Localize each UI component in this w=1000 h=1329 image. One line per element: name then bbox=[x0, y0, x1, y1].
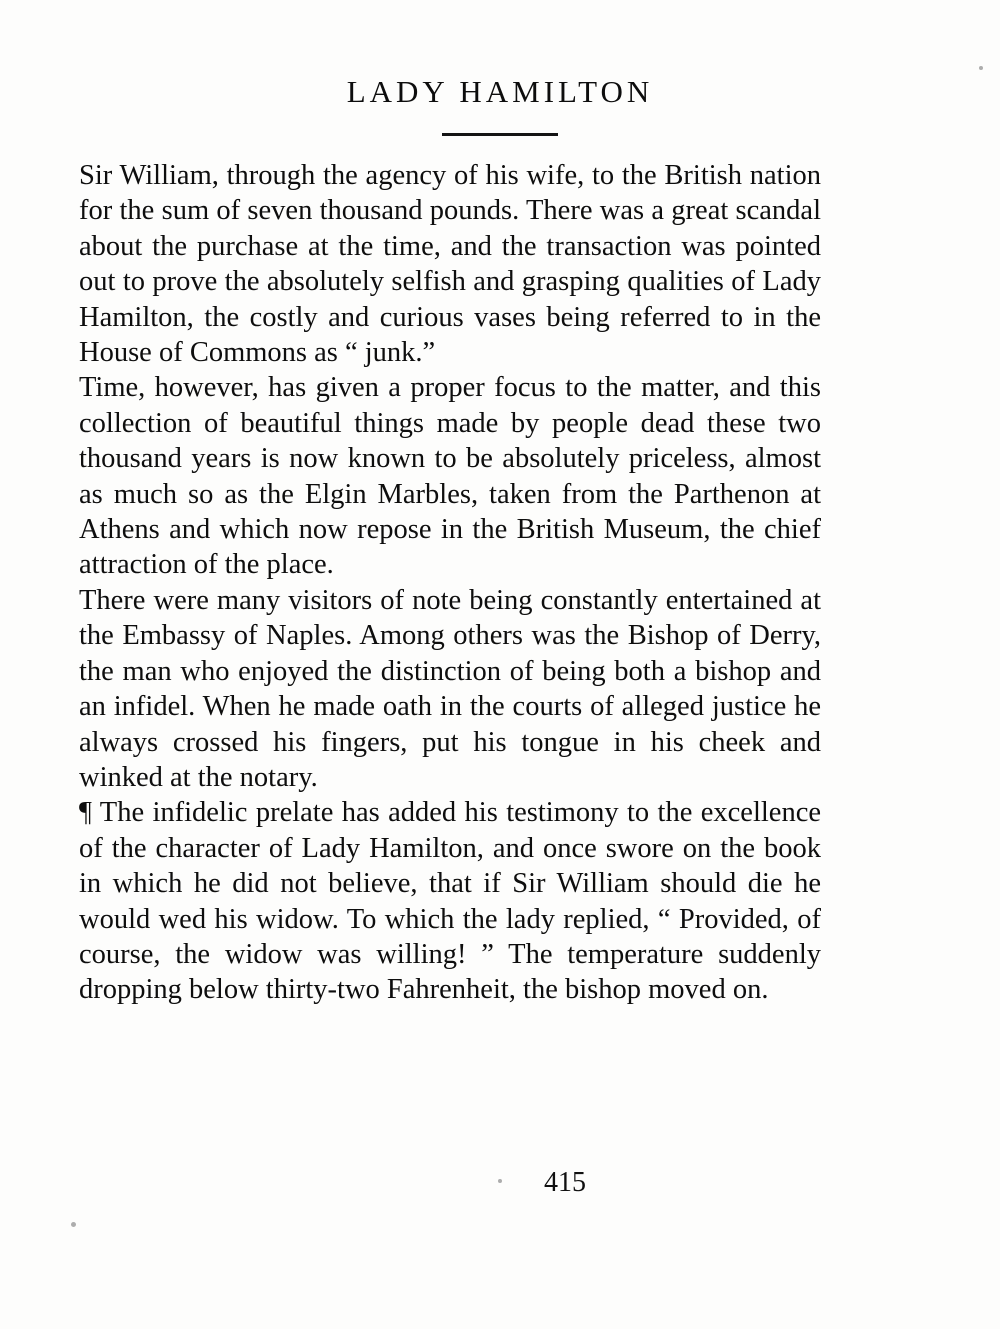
page-number-value: 415 bbox=[544, 1167, 586, 1198]
paper-speck bbox=[71, 1222, 76, 1227]
page-number bbox=[0, 1167, 1000, 1199]
header-divider-rule bbox=[442, 133, 558, 136]
paper-speck bbox=[498, 1179, 502, 1183]
body-text-block bbox=[79, 158, 821, 1008]
running-head: LADY HAMILTON bbox=[346, 74, 654, 109]
paper-speck bbox=[979, 66, 983, 70]
paragraph: Sir William, through the agency of his wife, to the British nation for the sum of seven thousand pounds. There was a great scandal about the purchase at the time, and the transaction was pointed out to prove the absolutely selfish and grasping qualities of Lady Hamilton, the costly and curious vases being referred to in the House of Commons as “ junk.” bbox=[79, 160, 821, 369]
paragraph: There were many visitors of note being constantly entertained at the Embassy of Naples. Among others was the Bishop of Derry, the man who enjoyed the distinction of being both a bishop and an infidel. When he made oath in the courts of alleged justice he always crossed his fingers, put his tongue in his cheek and winked at the notary. bbox=[79, 584, 821, 793]
paragraph: Time, however, has given a proper focus to the matter, and this collection of beautiful things made by people dead these two thousand years is now known to be absolutely priceless, almost as much so as the Elgin Marbles, taken from the Parthenon at Athens and which now repose in the British Museum, the chief attraction of the place. bbox=[79, 372, 821, 581]
paragraph: ¶ The infidelic prelate has added his testimony to the excellence of the character of Lady Hamilton, and once swore on the book in which he did not believe, that if Sir William should die he would wed his widow. To which the lady replied, “ Provided, of course, the widow was willing! ” The temperature suddenly dropping below thirty-two Fahrenheit, the bishop moved on. bbox=[79, 797, 821, 1006]
